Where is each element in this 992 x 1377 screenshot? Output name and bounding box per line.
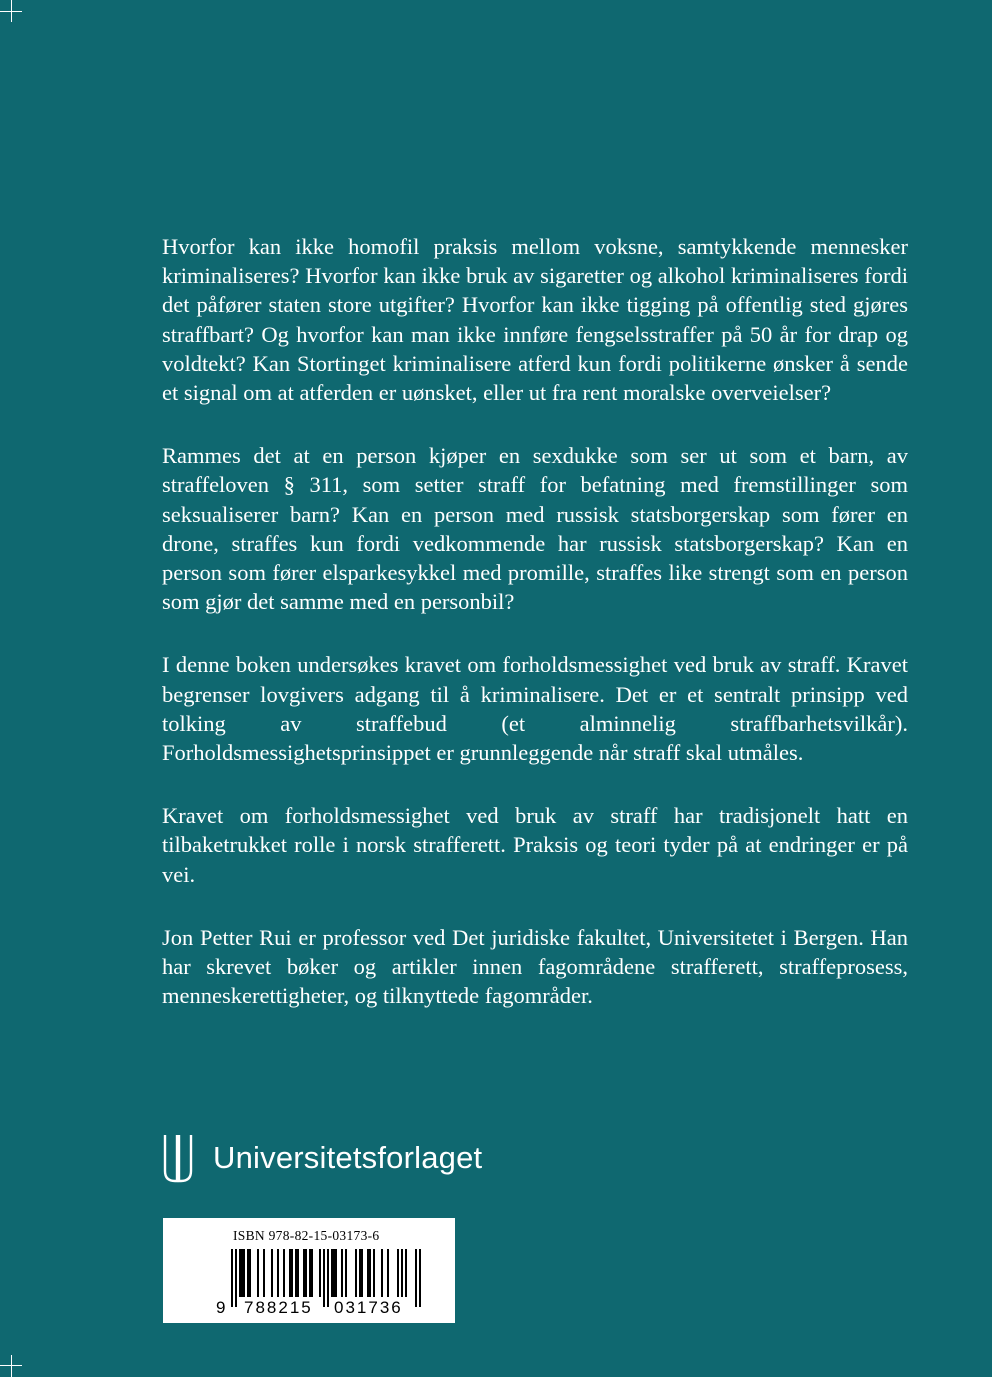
barcode-bar: [335, 1249, 337, 1297]
barcode-bar: [271, 1249, 273, 1297]
barcode-bar: [295, 1249, 297, 1297]
barcode-bar: [243, 1249, 245, 1297]
barcode-bar: [277, 1249, 279, 1297]
barcode-bar: [367, 1249, 369, 1297]
barcode-bar: [239, 1249, 241, 1297]
barcode-bar: [247, 1249, 249, 1297]
barcode-bar: [369, 1249, 371, 1297]
barcode-guard-bar: [323, 1249, 325, 1307]
barcode-bar: [341, 1249, 343, 1297]
publisher-name: Universitetsforlaget: [213, 1140, 483, 1175]
barcode-bar: [241, 1249, 243, 1297]
barcode-bar: [405, 1249, 407, 1297]
publisher-logo-icon: [163, 1133, 193, 1183]
publisher-logo: [163, 1133, 482, 1183]
barcode-guard-bar: [235, 1249, 237, 1307]
barcode-bar: [381, 1249, 383, 1297]
barcode-bar: [303, 1249, 305, 1297]
barcode-bar: [305, 1249, 307, 1297]
barcode-bar: [387, 1249, 389, 1297]
barcode-bar: [355, 1249, 357, 1297]
paragraph-norwegian-law: Kravet om forholdsmessighet ved bruk av straff har tradisjonelt hatt en tilbaketrukket rolle i norsk strafferett. Praksis og teori tyder på at endringer er på vei.: [162, 803, 908, 887]
barcode-bar: [283, 1249, 285, 1297]
paragraph-author-bio: Jon Petter Rui er professor ved Det juridiske fakultet, Universitetet i Bergen. Han har skrevet bøker og artikler innen fagområdene strafferett, straffeprosess, menneskerettigheter, og tilknyttede fagområder.: [162, 924, 908, 1009]
barcode-bar: [361, 1249, 363, 1297]
barcode-guard-bar: [415, 1249, 417, 1307]
barcode-guard-bar: [327, 1249, 329, 1307]
crop-mark-bottom-left-vertical: [11, 1355, 12, 1377]
barcode-bar: [401, 1249, 403, 1297]
barcode-bar: [333, 1249, 335, 1297]
barcode-bar: [309, 1249, 311, 1297]
paragraph-book-summary: I denne boken undersøkes kravet om forholdsmessighet ved bruk av straff. Kravet begrenser lovgivers adgang til å kriminalisere. Det er et sentralt prinsipp ved tolking av straffebud (et alminnelig straffbarhetsvilkår). Forholdsmessighetsprinsippet er grunnleggende når straff skal utmåles.: [162, 652, 908, 766]
barcode-bar: [331, 1249, 333, 1297]
barcode-bar: [257, 1249, 259, 1297]
barcode-digits-right: 031736: [334, 1298, 403, 1317]
paragraph-questions-examples: Rammes det at en person kjøper en sexdukke som ser ut som et barn, av straffeloven § 311, som setter straff for befatning med fremstillinger som seksualiserer barn? Kan en person med russisk statsborgerskap som fører en drone, straffes kun fordi vedkommende har russisk statsborgerskap? Kan en person som fører elsparkesykkel med promille, straffes like strengt som en person som gjør det samme med en personbil?: [162, 443, 908, 615]
barcode-bar: [263, 1249, 265, 1297]
isbn-label: ISBN 978-82-15-03173-6: [233, 1228, 380, 1243]
barcode-bar: [311, 1249, 313, 1297]
barcode-digit-first: 9: [216, 1298, 226, 1317]
barcode-bar: [373, 1249, 375, 1297]
crop-mark-top-left-vertical: [11, 0, 12, 22]
paragraph-questions-criminalisation: Hvorfor kan ikke homofil praksis mellom voksne, samtykkende mennesker kriminaliseres? Hvorfor kan ikke bruk av sigaretter og alkohol kriminaliseres fordi det påfører staten store utgifter? Hvorfor kan ikke tigging på offentlig sted gjøres straffbart? Og hvorfor kan man ikke innføre fengselsstraffer på 50 år for drap og voldtekt? Kan Stortinget kriminalisere atferd kun fordi politikerne ønsker å sende et signal om at atferden er uønsket, eller ut fra rent moralske overveielser?: [162, 234, 908, 406]
barcode-guard-bar: [419, 1249, 421, 1307]
barcode-bar: [249, 1249, 251, 1297]
barcode-guard-bar: [231, 1249, 233, 1307]
barcode-bar: [359, 1249, 361, 1297]
barcode-bar: [345, 1249, 347, 1297]
back-cover-text: [162, 232, 908, 1044]
barcode-bar: [297, 1249, 299, 1297]
barcode-bar: [289, 1249, 291, 1297]
barcode-digits-left: 788215: [244, 1298, 313, 1317]
isbn-barcode: [163, 1218, 455, 1323]
barcode-bar: [397, 1249, 399, 1297]
barcode-bar: [291, 1249, 293, 1297]
barcode-bar: [319, 1249, 321, 1297]
